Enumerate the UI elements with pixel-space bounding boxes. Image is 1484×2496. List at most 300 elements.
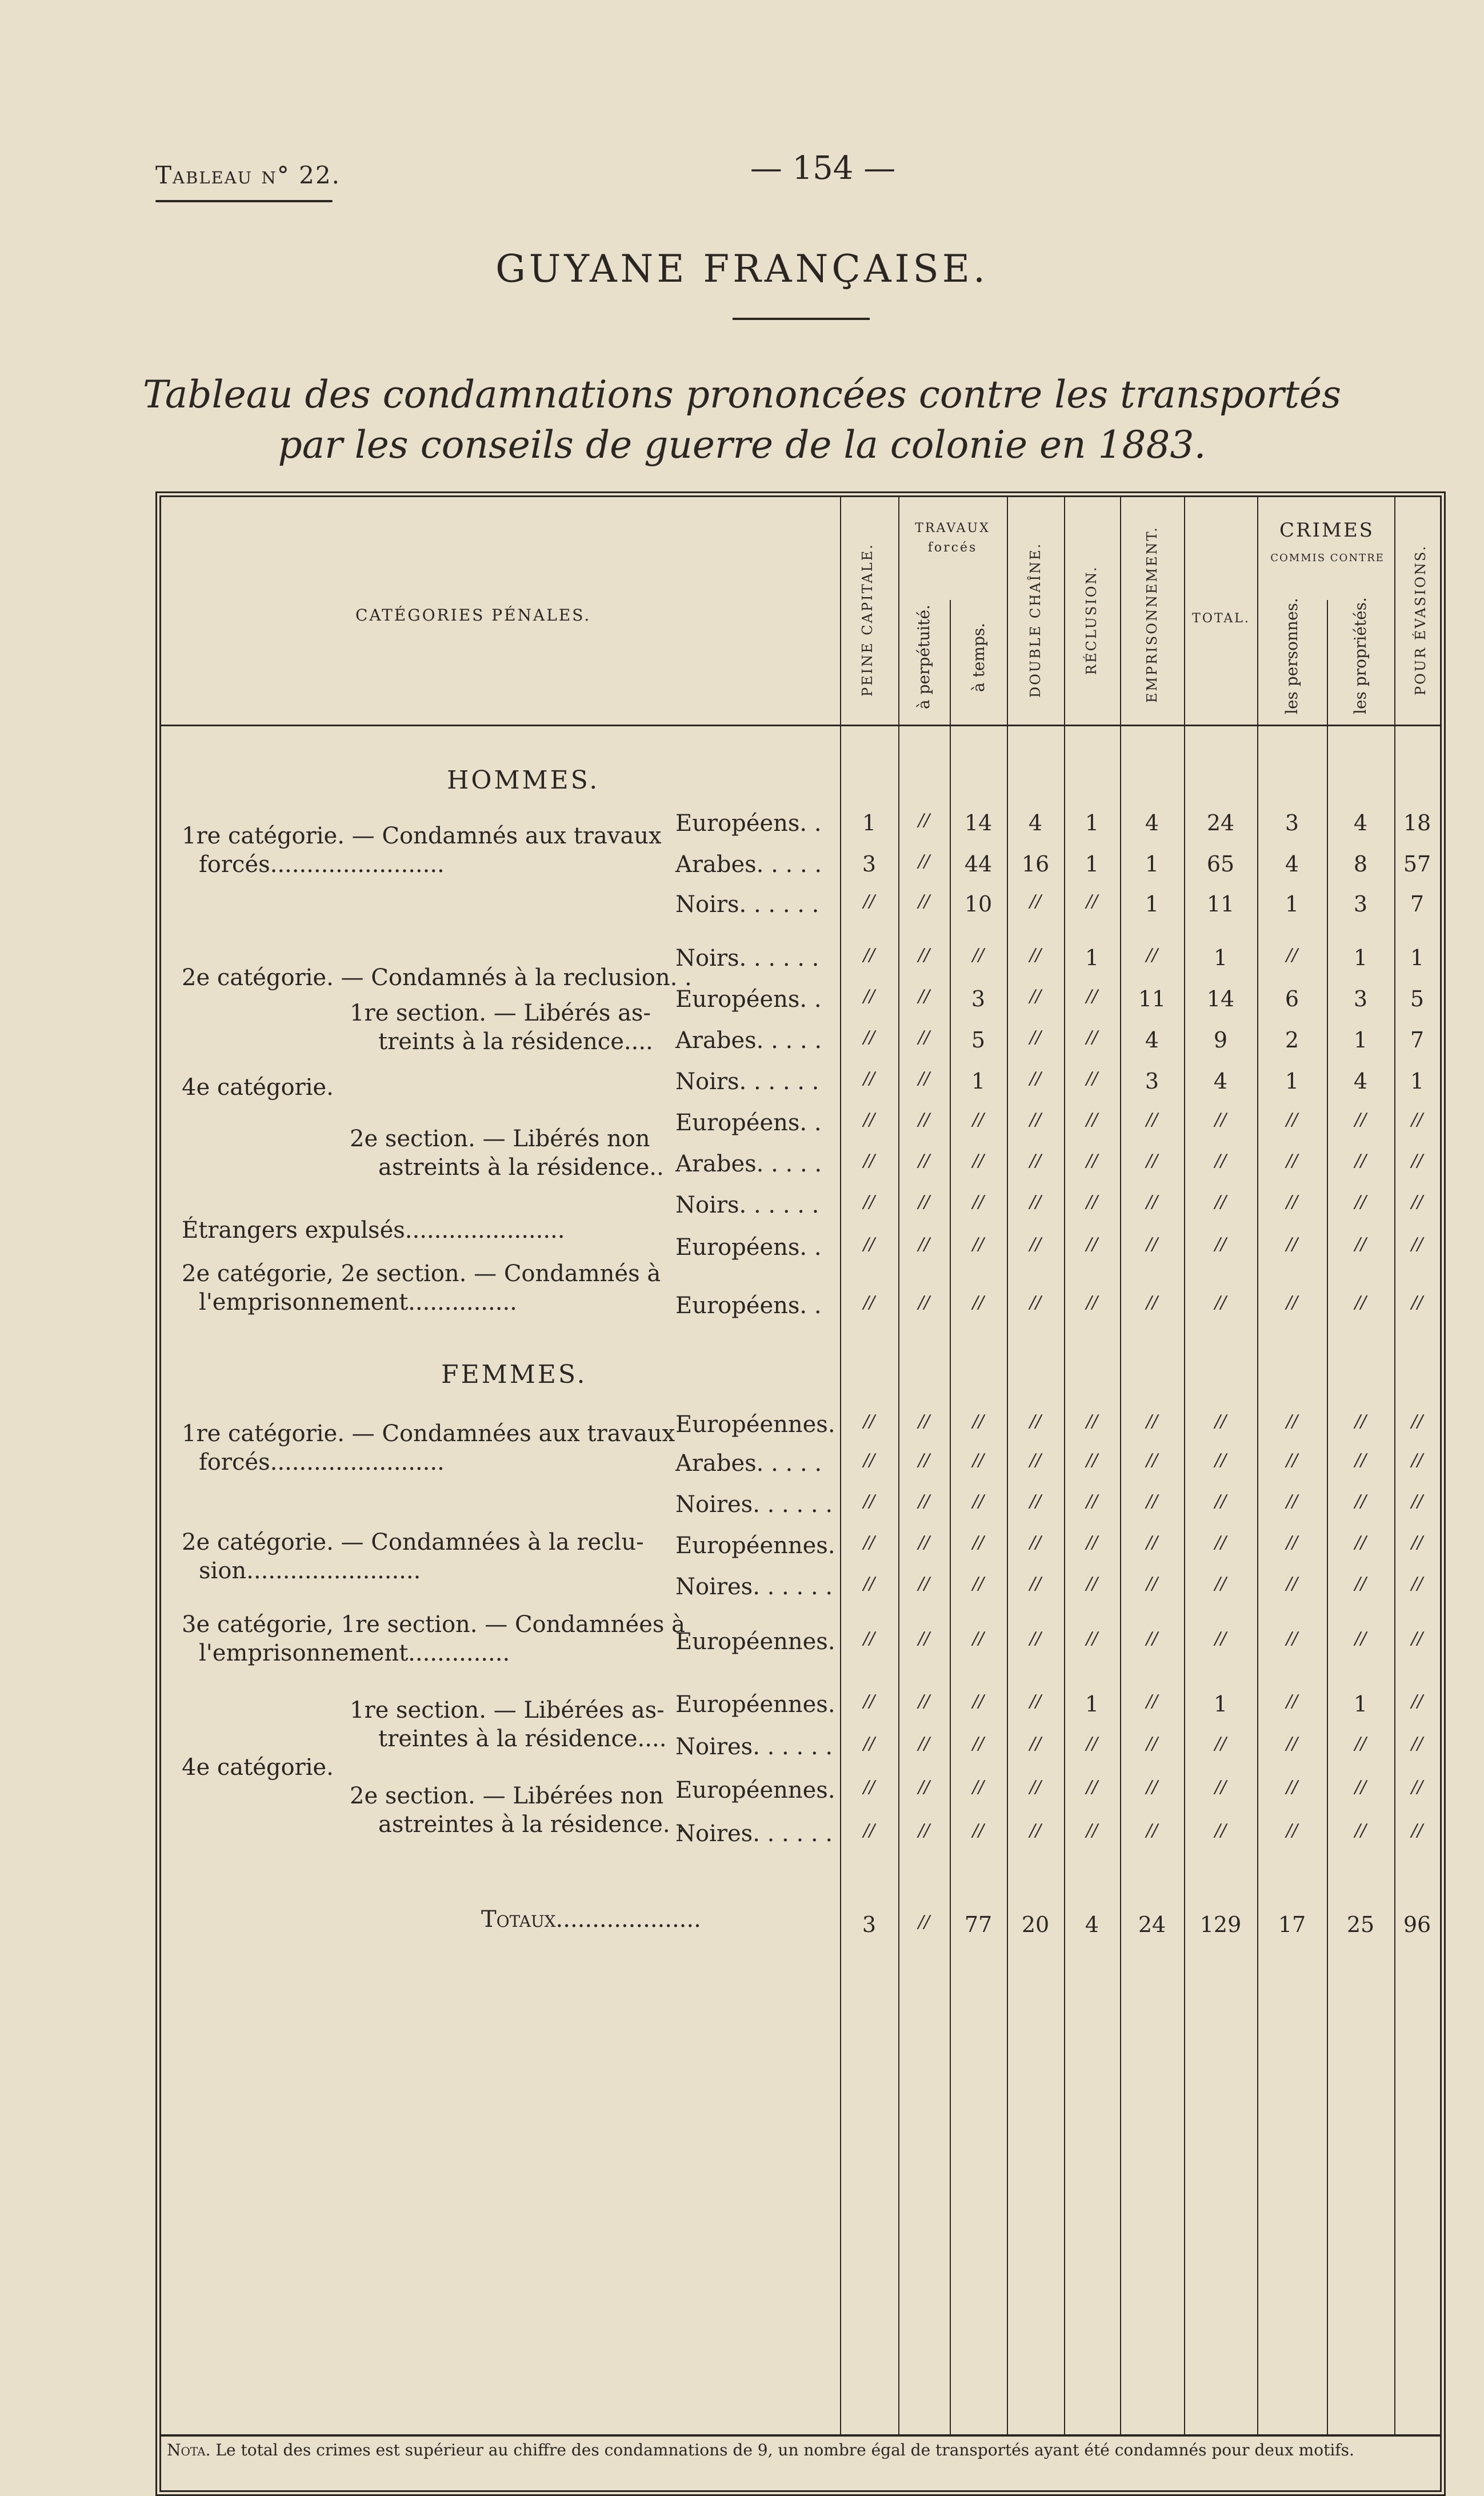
table-cell: // (918, 1450, 930, 1470)
table-number: Tableau n° 22. (155, 161, 341, 189)
table-cell: // (1286, 1734, 1298, 1754)
table-cell: // (1354, 1293, 1367, 1313)
table-cell: // (1029, 1491, 1042, 1511)
total-cell: 24 (1138, 1912, 1166, 1937)
table-cell: // (1286, 1629, 1298, 1649)
table-cell: // (1286, 1192, 1298, 1212)
table-cell: // (1029, 891, 1042, 911)
row-origin: Noires. . . . . . (675, 1574, 833, 1600)
table-cell: // (1411, 1110, 1423, 1130)
table-cell: 3 (1353, 986, 1368, 1011)
table-cell: // (1029, 1192, 1042, 1212)
table-cell: // (1146, 1192, 1158, 1212)
label-f-s1b: treintes à la résidence.... (378, 1726, 667, 1752)
table-cell: // (1146, 1533, 1158, 1553)
table-cell: 1 (1085, 810, 1099, 835)
table-cell: 4 (1145, 810, 1159, 835)
table-cell: 4 (1145, 1027, 1159, 1053)
table-cell: // (1411, 1450, 1423, 1470)
table-cell: // (1214, 1411, 1227, 1431)
table-cell: // (918, 945, 930, 965)
table-cell: // (918, 1027, 930, 1047)
row-origin: Noires. . . . . . (675, 1491, 833, 1518)
total-cell: 129 (1199, 1912, 1242, 1937)
col-line (1257, 497, 1258, 2434)
table-cell: 1 (1410, 1069, 1425, 1094)
label-f-cat1: 1re catégorie. — Condamnées aux travaux (182, 1421, 675, 1447)
label-h-etrangers: Étrangers expulsés...................... (182, 1217, 565, 1243)
table-cell: // (863, 1151, 875, 1171)
table-cell: 6 (1285, 986, 1299, 1011)
table-cell: 4 (1285, 851, 1299, 877)
table-cell: // (1086, 1151, 1098, 1171)
table-cell: // (1354, 1821, 1367, 1841)
table-cell: // (1086, 891, 1098, 911)
table-cell: // (918, 891, 930, 911)
table-cell: // (863, 1411, 875, 1431)
table-cell: // (972, 945, 985, 965)
total-cell: 4 (1085, 1912, 1099, 1937)
table-cell: // (1214, 1151, 1227, 1171)
table-cell: 4 (1353, 810, 1368, 835)
table-cell: // (863, 1450, 875, 1470)
row-origin: Européens. . (675, 986, 822, 1013)
travaux-forces-header: TRAVAUX forcés (915, 521, 990, 555)
table-cell: // (1354, 1151, 1367, 1171)
row-origin: Européennes. (675, 1691, 835, 1718)
table-cell: // (863, 1777, 875, 1797)
row-origin: Européens. . (675, 1293, 822, 1319)
table-cell: // (1029, 1411, 1042, 1431)
table-cell: // (918, 1192, 930, 1212)
table-cell: 14 (964, 810, 993, 835)
label-f-s2b: astreintes à la résidence. . (378, 1811, 685, 1838)
table-cell: // (918, 1411, 930, 1431)
table-title-line2: par les conseils de guerre de la colonie en 1883. (278, 423, 1206, 467)
table-cell: // (1029, 1110, 1042, 1130)
footnote-label: Nota. (167, 2441, 211, 2459)
table-cell: // (1286, 1411, 1298, 1431)
table-cell: // (1146, 1691, 1158, 1711)
table-cell: 1 (1353, 945, 1368, 970)
table-cell: // (1354, 1734, 1367, 1754)
table-cell: // (1411, 1691, 1423, 1711)
table-cell: // (863, 1192, 875, 1212)
label-f-cat4: 4e catégorie. (182, 1754, 334, 1781)
table-cell: // (1286, 1691, 1298, 1711)
table-cell: // (863, 1533, 875, 1553)
table-cell: 1 (971, 1069, 986, 1094)
table-cell: // (1354, 1411, 1367, 1431)
table-cell: // (1086, 1450, 1098, 1470)
colony-heading: GUYANE FRANÇAISE. (495, 247, 989, 291)
table-cell: // (1086, 986, 1098, 1006)
label-f-cat2b: sion........................ (199, 1558, 421, 1584)
table-cell: // (1411, 1533, 1423, 1553)
table-cell: // (1214, 1821, 1227, 1841)
table-cell: // (1086, 1777, 1098, 1797)
table-cell: // (1354, 1450, 1367, 1470)
table-cell: // (863, 1491, 875, 1511)
row-origin: Arabes. . . . . (675, 1151, 822, 1177)
footnote (167, 2439, 1424, 2462)
table-cell: 1 (1085, 1691, 1099, 1717)
table-cell: // (863, 1293, 875, 1313)
label-f-s2a: 2e section. — Libérées non (350, 1783, 664, 1809)
footnote-text: Le total des crimes est supérieur au chiffre des condamnations de 9, un nombre égal de transportés ayant été condamnés pour deux motifs. (215, 2441, 1354, 2459)
table-cell: // (1029, 986, 1042, 1006)
table-cell: // (1146, 1411, 1158, 1431)
table-cell: // (1086, 1293, 1098, 1313)
table-cell: // (863, 1110, 875, 1130)
col-line (1007, 497, 1008, 2434)
col-line (1064, 497, 1065, 2434)
table-cell: 1 (1145, 851, 1159, 877)
categories-header: CATÉGORIES PÉNALES. (355, 606, 591, 625)
row-origin: Européens. . (675, 1110, 822, 1136)
table-cell: // (1146, 1234, 1158, 1254)
row-origin: Européens. . (675, 1234, 822, 1261)
header-rule (161, 725, 1440, 726)
table-cell: // (918, 1491, 930, 1511)
table-cell: 1 (1085, 945, 1099, 970)
table-cell: // (1029, 1734, 1042, 1754)
table-cell: // (1286, 1293, 1298, 1313)
table-cell: // (1214, 1574, 1227, 1594)
label-h-s1a: 1re section. — Libérés as- (350, 1000, 651, 1026)
table-cell: // (972, 1629, 985, 1649)
footer-rule (161, 2434, 1440, 2437)
table-cell: // (972, 1234, 985, 1254)
row-origin: Arabes. . . . . (675, 851, 822, 878)
personnes-header: les personnes. (1282, 598, 1301, 714)
table-cell: // (918, 1234, 930, 1254)
table-cell: // (1411, 1411, 1423, 1431)
table-cell: // (918, 1734, 930, 1754)
table-cell: // (1086, 1110, 1098, 1130)
table-cell: // (1214, 1234, 1227, 1254)
table-cell: 1 (1213, 945, 1228, 970)
table-cell: // (1086, 1734, 1098, 1754)
table-cell: // (1411, 1234, 1423, 1254)
label-h-s2a: 2e section. — Libérés non (350, 1126, 650, 1152)
table-cell: // (1214, 1734, 1227, 1754)
table-cell: // (1146, 1151, 1158, 1171)
table-cell: // (1214, 1293, 1227, 1313)
total-cell: 77 (964, 1912, 993, 1937)
table-cell: // (1411, 1777, 1423, 1797)
table-cell: // (1029, 1450, 1042, 1470)
table-cell: // (1086, 1069, 1098, 1089)
table-cell: 57 (1403, 851, 1431, 877)
label-h-s2b: astreints à la résidence.. (378, 1154, 664, 1181)
table-cell: // (1029, 1574, 1042, 1594)
table-cell: 18 (1403, 810, 1431, 835)
table-cell: // (918, 1777, 930, 1797)
table-cell: // (863, 1734, 875, 1754)
table-cell: // (918, 1574, 930, 1594)
table-cell: // (1286, 1450, 1298, 1470)
row-origin: Européennes. (675, 1411, 835, 1438)
row-origin: Noirs. . . . . . (675, 891, 819, 918)
table-cell: // (1411, 1574, 1423, 1594)
table-cell: // (1146, 1734, 1158, 1754)
statistics-table (155, 491, 1446, 2496)
table-title-line1: Tableau des condamnations prononcées contre les transportés (143, 373, 1341, 417)
table-cell: // (918, 1533, 930, 1553)
table-cell: // (1286, 1110, 1298, 1130)
table-cell: 3 (1145, 1069, 1159, 1094)
table-cell: // (1214, 1192, 1227, 1212)
emprisonnement-header: EMPRISONNEMENT. (1144, 526, 1160, 703)
peine-capitale-header: PEINE CAPITALE. (859, 543, 875, 697)
table-cell: // (1214, 1491, 1227, 1511)
table-cell: // (1286, 1491, 1298, 1511)
table-cell: // (1354, 1629, 1367, 1649)
table-cell: // (1146, 1293, 1158, 1313)
label-h-s1b: treints à la résidence.... (378, 1029, 653, 1055)
table-cell: // (1354, 1234, 1367, 1254)
row-origin: Européennes. (675, 1777, 835, 1803)
label-f-cat3a: 3e catégorie, 1re section. — Condamnées à (182, 1611, 685, 1638)
row-origin: Noirs. . . . . . (675, 1069, 819, 1095)
table-cell: // (1286, 945, 1298, 965)
table-cell: // (1286, 1234, 1298, 1254)
table-cell: 11 (1138, 986, 1166, 1011)
table-cell: // (972, 1491, 985, 1511)
table-cell: // (1146, 1450, 1158, 1470)
row-origin: Noirs. . . . . . (675, 945, 819, 971)
table-cell: 2 (1285, 1027, 1299, 1053)
table-cell: // (1029, 1821, 1042, 1841)
row-origin: Noirs. . . . . . (675, 1192, 819, 1218)
table-cell: // (1086, 1574, 1098, 1594)
label-f-s1a: 1re section. — Libérées as- (350, 1697, 665, 1723)
table-cell: // (863, 1234, 875, 1254)
table-cell: 10 (964, 891, 993, 917)
total-header: TOTAL. (1192, 611, 1250, 626)
table-cell: // (972, 1734, 985, 1754)
total-cell: 25 (1346, 1912, 1375, 1937)
label-f-cat2a: 2e catégorie. — Condamnées à la reclu- (182, 1529, 644, 1555)
table-cell: // (918, 1821, 930, 1841)
table-cell: 7 (1410, 1027, 1425, 1053)
table-cell: // (972, 1574, 985, 1594)
label-h-cat2s2a: 2e catégorie, 2e section. — Condamnés à (182, 1261, 661, 1287)
table-cell: 4 (1213, 1069, 1228, 1094)
table-cell: // (863, 891, 875, 911)
temps-header: à temps. (969, 622, 988, 692)
table-cell: // (918, 1293, 930, 1313)
table-cell: // (1286, 1777, 1298, 1797)
table-cell: // (1354, 1533, 1367, 1553)
table-cell: 7 (1410, 891, 1425, 917)
table-cell: // (972, 1110, 985, 1130)
table-cell: // (1214, 1777, 1227, 1797)
table-cell: // (863, 1027, 875, 1047)
table-cell: 4 (1353, 1069, 1368, 1094)
table-cell: // (1354, 1574, 1367, 1594)
table-cell: 1 (1353, 1691, 1368, 1717)
row-origin: Européens. . (675, 810, 822, 837)
table-cell: // (1411, 1192, 1423, 1212)
table-cell: // (1286, 1151, 1298, 1171)
table-cell: // (863, 1574, 875, 1594)
page-number: — 154 — (750, 150, 896, 187)
table-cell: // (863, 945, 875, 965)
crimes-header: CRIMES (1279, 519, 1374, 542)
table-cell: // (1286, 1574, 1298, 1594)
table-cell: 11 (1206, 891, 1235, 917)
table-cell: // (1354, 1110, 1367, 1130)
table-cell: // (1214, 1629, 1227, 1649)
table-cell: // (1146, 1491, 1158, 1511)
label-totaux: Totaux.................... (481, 1906, 701, 1933)
total-cell: // (918, 1912, 930, 1932)
table-cell: // (972, 1411, 985, 1431)
table-cell: // (1354, 1777, 1367, 1797)
label-h-cat2: 2e catégorie. — Condamnés à la reclusion. . (182, 965, 692, 991)
table-cell: // (972, 1192, 985, 1212)
table-cell: 14 (1206, 986, 1235, 1011)
table-cell: 8 (1353, 851, 1368, 877)
table-cell: 65 (1206, 851, 1235, 877)
table-cell: 1 (862, 810, 877, 835)
table-cell: // (1086, 1533, 1098, 1553)
total-cell: 96 (1403, 1912, 1431, 1937)
table-cell: // (972, 1533, 985, 1553)
table-cell: 3 (862, 851, 877, 877)
col-line (950, 600, 951, 2434)
table-cell: // (1286, 1821, 1298, 1841)
table-cell: // (1214, 1110, 1227, 1130)
table-cell: // (972, 1151, 985, 1171)
table-cell: // (1086, 1821, 1098, 1841)
reclusion-header: RÉCLUSION. (1083, 565, 1099, 675)
table-cell: 1 (1145, 891, 1159, 917)
table-cell: // (863, 1821, 875, 1841)
table-cell: 9 (1213, 1027, 1228, 1053)
table-cell: // (1411, 1491, 1423, 1511)
table-cell: 3 (1285, 810, 1299, 835)
table-cell: // (1086, 1027, 1098, 1047)
table-cell: // (918, 1151, 930, 1171)
table-cell: // (918, 810, 930, 830)
label-h-cat2s2b: l'emprisonnement............... (199, 1289, 517, 1315)
table-cell: // (863, 986, 875, 1006)
table-cell: // (1146, 1821, 1158, 1841)
table-cell: // (1029, 1691, 1042, 1711)
section-femmes: FEMMES. (441, 1360, 587, 1389)
table-cell: // (1411, 1629, 1423, 1649)
table-cell: // (1029, 1234, 1042, 1254)
table-cell: // (1146, 1110, 1158, 1130)
table-cell: // (1411, 1821, 1423, 1841)
col-line (1120, 497, 1121, 2434)
row-origin: Noires. . . . . . (675, 1734, 833, 1760)
table-cell: 5 (971, 1027, 986, 1053)
table-cell: // (918, 1069, 930, 1089)
table-cell: // (1029, 1777, 1042, 1797)
label-h-cat1b: forcés........................ (199, 851, 445, 878)
table-cell: // (1086, 1192, 1098, 1212)
table-cell: 24 (1206, 810, 1235, 835)
table-cell: 1 (1285, 891, 1299, 917)
table-cell: // (1146, 945, 1158, 965)
table-cell: // (1286, 1533, 1298, 1553)
table-cell: // (1354, 1192, 1367, 1212)
table-cell: 3 (971, 986, 986, 1011)
table-cell: // (918, 1691, 930, 1711)
table-cell: // (863, 1629, 875, 1649)
row-origin: Européennes. (675, 1533, 835, 1559)
table-cell: // (918, 1110, 930, 1130)
table-cell: // (918, 986, 930, 1006)
total-cell: 17 (1278, 1912, 1306, 1937)
table-cell: 16 (1021, 851, 1050, 877)
table-cell: 1 (1410, 945, 1425, 970)
table-cell: // (972, 1293, 985, 1313)
total-cell: 3 (862, 1912, 877, 1937)
row-origin: Européennes. (675, 1629, 835, 1655)
table-cell: // (1411, 1734, 1423, 1754)
table-cell: // (918, 1629, 930, 1649)
row-origin: Arabes. . . . . (675, 1450, 822, 1477)
col-line (1327, 600, 1328, 2434)
table-cell: // (972, 1450, 985, 1470)
table-cell: // (1029, 945, 1042, 965)
table-cell: // (863, 1691, 875, 1711)
table-cell: 5 (1410, 986, 1425, 1011)
table-cell: 1 (1285, 1069, 1299, 1094)
table-cell: // (863, 1069, 875, 1089)
label-f-cat3b: l'emprisonnement.............. (199, 1640, 510, 1666)
table-cell: 1 (1213, 1691, 1228, 1717)
label-f-cat1b: forcés........................ (199, 1449, 445, 1475)
table-cell: // (1214, 1533, 1227, 1553)
table-cell: // (1086, 1234, 1098, 1254)
double-chaine-header: DOUBLE CHAÎNE. (1027, 542, 1043, 698)
label-h-cat4: 4e catégorie. (182, 1074, 334, 1101)
table-cell: // (1029, 1151, 1042, 1171)
table-cell: // (1146, 1629, 1158, 1649)
table-cell: 1 (1085, 851, 1099, 877)
table-cell: // (918, 851, 930, 871)
table-cell: // (1029, 1629, 1042, 1649)
col-line (1184, 497, 1185, 2434)
table-cell: // (1146, 1574, 1158, 1594)
total-cell: 20 (1021, 1912, 1050, 1937)
table-cell: // (1029, 1533, 1042, 1553)
table-cell: // (1029, 1293, 1042, 1313)
table-cell: // (1411, 1293, 1423, 1313)
label-h-cat1: 1re catégorie. — Condamnés aux travaux (182, 823, 662, 849)
section-hommes: HOMMES. (447, 766, 600, 795)
table-cell: 3 (1353, 891, 1368, 917)
table-cell: 1 (1353, 1027, 1368, 1053)
table-cell: // (1029, 1069, 1042, 1089)
table-cell: 44 (964, 851, 993, 877)
colony-rule (733, 318, 870, 320)
table-cell: // (972, 1777, 985, 1797)
table-cell: // (972, 1821, 985, 1841)
table-cell: // (1086, 1629, 1098, 1649)
table-cell: // (1354, 1491, 1367, 1511)
proprietes-header: les propriétés. (1351, 597, 1370, 714)
row-origin: Noires. . . . . . (675, 1821, 833, 1847)
table-number-rule (155, 200, 333, 202)
table-cell: // (1214, 1450, 1227, 1470)
